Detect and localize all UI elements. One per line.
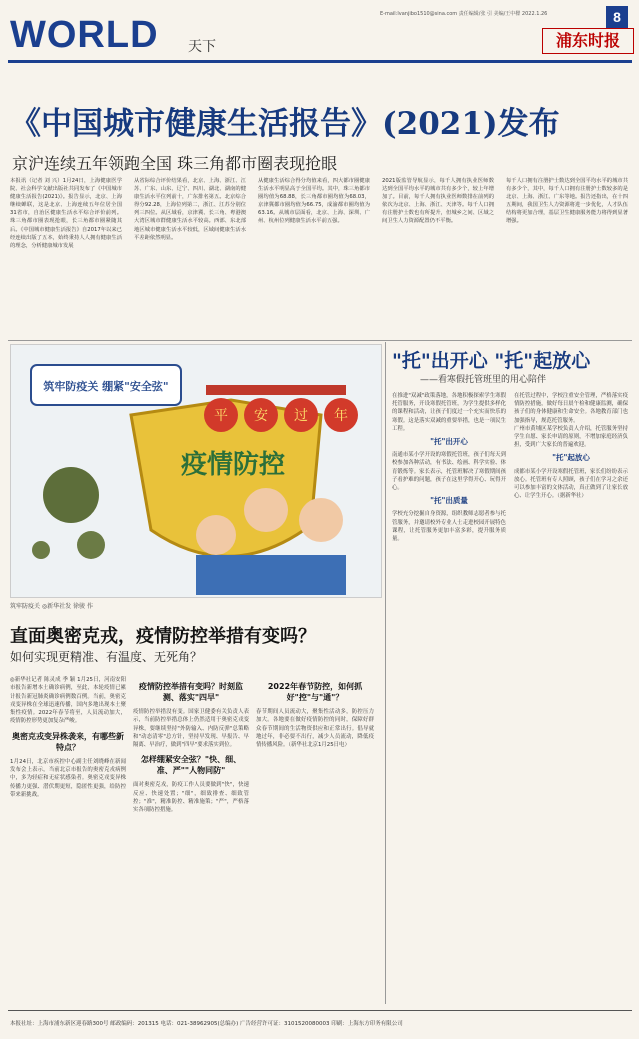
- person-face: [196, 515, 236, 555]
- sidebar-text: 成都市某小学开设寒假托管班，家长们纷纷表示放心。托管班有专人照顾，孩子们在学习之余还可以参加丰富的文体活动，真正做到了让家长放心、让学生开心。（据新华社）: [514, 468, 628, 500]
- feature-title: 直面奥密克戎，疫情防控举措有变吗？: [10, 626, 316, 647]
- sidebar-subtitle: ——看寒假托管班里的用心陪伴: [420, 375, 547, 385]
- sidebar-text: 广州市黄埔区某学校负责人介绍，托管服务坚持学生自愿、家长申请的原则，不增加家庭经济负担，受到广大家长的普遍欢迎。: [514, 425, 628, 449]
- shield-text: 疫情防控: [181, 450, 286, 480]
- sidebar-text: 在托管过程中，学校注重安全管理，严格落实疫情防控措施，做好每日晨午检和健康监测，确保孩子们的身体健康和生命安全。各地教育部门也加强指导，规范托管服务。: [514, 393, 628, 424]
- feature-text: 面对奥密克戎，防疫工作人员要做到"快"，快速反应、快速处置；"细"，细致排查、细致管控；"准"，精准防控、精准施策；"严"，严格落实各项防控措施。: [133, 782, 249, 814]
- banner-text: 筑牢防疫关 绷紧"安全弦": [43, 380, 169, 393]
- illustration-caption: 筑牢防疫关 ◎新华社发 徐骏 作: [10, 603, 93, 610]
- lead-subhead: 京沪连续五年领跑全国 珠三角都市圈表现抢眼: [12, 154, 338, 173]
- newspaper-logo: 浦东时报: [542, 28, 634, 54]
- sidebar-text: 在推进"双减"政策落地，各地积极探索学生寒假托管服务，开设寒假托管班，为学生提供多样化的课程和活动，让孩子们度过一个充实而快乐的寒假。这是落实双减的重要举措，也是一项民生工程。: [392, 393, 506, 432]
- cartoon-illustration-svg: [11, 345, 381, 597]
- lead-headline: 《中国城市健康生活报告》(2021)发布: [10, 106, 560, 142]
- feature-column: [133, 676, 249, 1004]
- footer-text: 本报社址：上海市浦东新区迎春路300号 邮政编码：201315 电话：021-38962905(总编办) 广告经营许可证：3101520080003 印刷：上海东方印务有限公司: [10, 1021, 403, 1027]
- feature-column: [10, 676, 126, 1004]
- feature-text: 疫情防控举措没有变。国家卫健委有关负责人表示，当前防控举措总体上仍然适用于奥密克戎变异株，要继续坚持"外防输入、内防反弹"总策略和"动态清零"总方针，坚持早发现、早报告、早隔离、早治疗，做到"四早"要求落实到位。: [133, 709, 249, 749]
- feature-text: 1月24日，北京市疾控中心副主任刘晓峰在新闻发布会上表示，当前北京市报告的奥密克戎病例中，多为轻症和无症状感染者。奥密克戎变异株传播力更强、潜伏期更短，隐匿性更强，给防控带来新挑战。: [10, 758, 126, 798]
- masthead-rule: [8, 60, 632, 63]
- lead-column: 从省际综合评价结果看，北京、上海、浙江、江苏、广东、山东、辽宁、四川、湖北、湖南的健康生活水平位列前十，广东排名第五。北京综合得分92.28，上海位列第二，浙江、江苏分别位列三四位。从区域看，京津冀、长三角、粤港澳大湾区城市群健康生活水平较高。西部、东北部地区城市健康生活水平较低，区域间健康生活水平差距依然明显。: [134, 178, 246, 241]
- sidebar-section-head: "托"出开心: [430, 437, 468, 447]
- person-face: [299, 498, 343, 542]
- masthead-meta: E-mail:lvanjibo1510@sina.com 责任编辑/张 引 美编/王中樑 2022.1.26: [380, 11, 548, 17]
- feature-text: 春节期间人员流动大，聚集性活动多，防控压力加大。各地要在做好疫情防控的同时，保障好群众春节期间的生活物资供应和正常出行。倡导就地过年，非必要不出行，减少人员流动，降低疫情传播风险。（新华社北京1月25日电）: [256, 709, 374, 749]
- cartoon-illustration: [10, 344, 382, 598]
- feature-subhead: 怎样绷紧安全弦？"快、细、准、严""人物同防": [140, 755, 242, 776]
- person-face: [244, 488, 288, 532]
- footer-rule: [8, 1010, 632, 1011]
- lead-columns: [10, 177, 628, 329]
- people-group: [196, 555, 346, 595]
- feature-text: ◎新华社记者 陈灵成 季 颖 1月25日，河南安阳市报告新增本土确诊病例，至此，本轮疫情已累计报告新冠肺炎确诊病例数百例。当前，奥密克戎变异株在全球迅速传播，国内多地出现本土聚集性疫情。2022年春节将至，人员流动加大，疫情防控形势更加复杂严峻。: [10, 677, 126, 725]
- lantern-bar: [206, 385, 346, 395]
- sidebar-title: "托"出开心 "托"起放心: [392, 350, 591, 372]
- feature-column: [256, 676, 374, 1004]
- sidebar-column: [514, 392, 628, 1004]
- feature-subhead: 2022年春节防控，如何抓好"控"与"通"？: [267, 682, 363, 702]
- sidebar-section-head: "托"起放心: [552, 453, 590, 463]
- section-divider: [8, 340, 632, 341]
- virus-icon: [43, 467, 99, 523]
- sidebar-text: 南通市某小学开设的寒假托管班，孩子们每天到校参加各种活动，有书法、绘画、科学实验、体育锻炼等。家长表示，托管班解决了寒假期间孩子看护难的问题，孩子在这里学得开心、玩得开心。: [392, 452, 506, 492]
- lantern-char: 安: [254, 408, 268, 424]
- feature-subhead: 奥密克戎变异株袭来，有哪些新特点？: [12, 731, 124, 752]
- sidebar-section-head: "托"出质量: [430, 496, 468, 506]
- column-divider: [385, 342, 386, 1004]
- virus-icon: [77, 531, 105, 559]
- lantern-char: 平: [214, 408, 228, 424]
- lead-column: 本报讯（记者 刘 兴）1月24日，上海健康医学院、社会科学文献出版社共同发布了《中国城市健康生活报告(2021)》。报告显示，北京、上海继续蝉联，这是北京、上海连续五年位居全国31省市，自治区健康生活水平综合评价前列。珠三角都市圈表现抢眼，长三角都市圈紧随其后。《中国城市健康生活报告》自2017年以来已经连续出版了五本，始终秉持人人拥有健康生活的理念，分析健康城市发展: [10, 178, 122, 249]
- sidebar-column: [392, 392, 506, 1004]
- lead-column: 2021版监管导航显示，每千人拥有执业医师数达到全国平均水平的城市共有多少个，较上年增加了。目前，每千人拥有执业医师数排在前列的依次为北京、上海、浙江、天津等。每千人口拥有注册护士数也有所提升，但城乡之间、区域之间卫生人力资源配置仍不平衡。: [382, 178, 494, 225]
- page-number: 8: [606, 6, 628, 28]
- lantern-char: 年: [334, 408, 348, 424]
- section-title: WORLD: [10, 14, 159, 56]
- feature-subhead: 疫情防控举措有变吗？时刻监测、落实"四早": [139, 682, 243, 702]
- lead-column: 每千人口拥有注册护士数达到全国平均水平的城市共有多少个，其中，每千人口拥有注册护士数较多的是北京、上海、浙江、广东等地。报告还指出，在十四五期间，我国卫生人力资源将进一步优化，人才队伍结构将更加合理，基层卫生健康服务能力将得到显著增强。: [506, 178, 628, 225]
- virus-icon: [32, 541, 50, 559]
- section-title-cn: 天下: [188, 39, 216, 55]
- lead-column: 从健康生活综合得分均值来看，四大都市圈健康生活水平明显高于全国平均。其中，珠三角都市圈均值为68.88，长三角都市圈均值为68.03，京津冀都市圈均值为66.75，成渝都市圈均值为63.16。从城市层面看，北京、上海、深圳、广州、杭州位列健康生活水平前五强。: [258, 178, 370, 225]
- sidebar-text: 学校充分挖掘自身资源，组织教师志愿者参与托管服务，并邀请校外专业人士走进校园开展特色课程，让托管服务更加丰富多彩，提升服务质量。: [392, 511, 506, 543]
- lantern-char: 过: [294, 408, 308, 424]
- feature-subtitle: 如何实现更精准、有温度、无死角？: [10, 650, 203, 664]
